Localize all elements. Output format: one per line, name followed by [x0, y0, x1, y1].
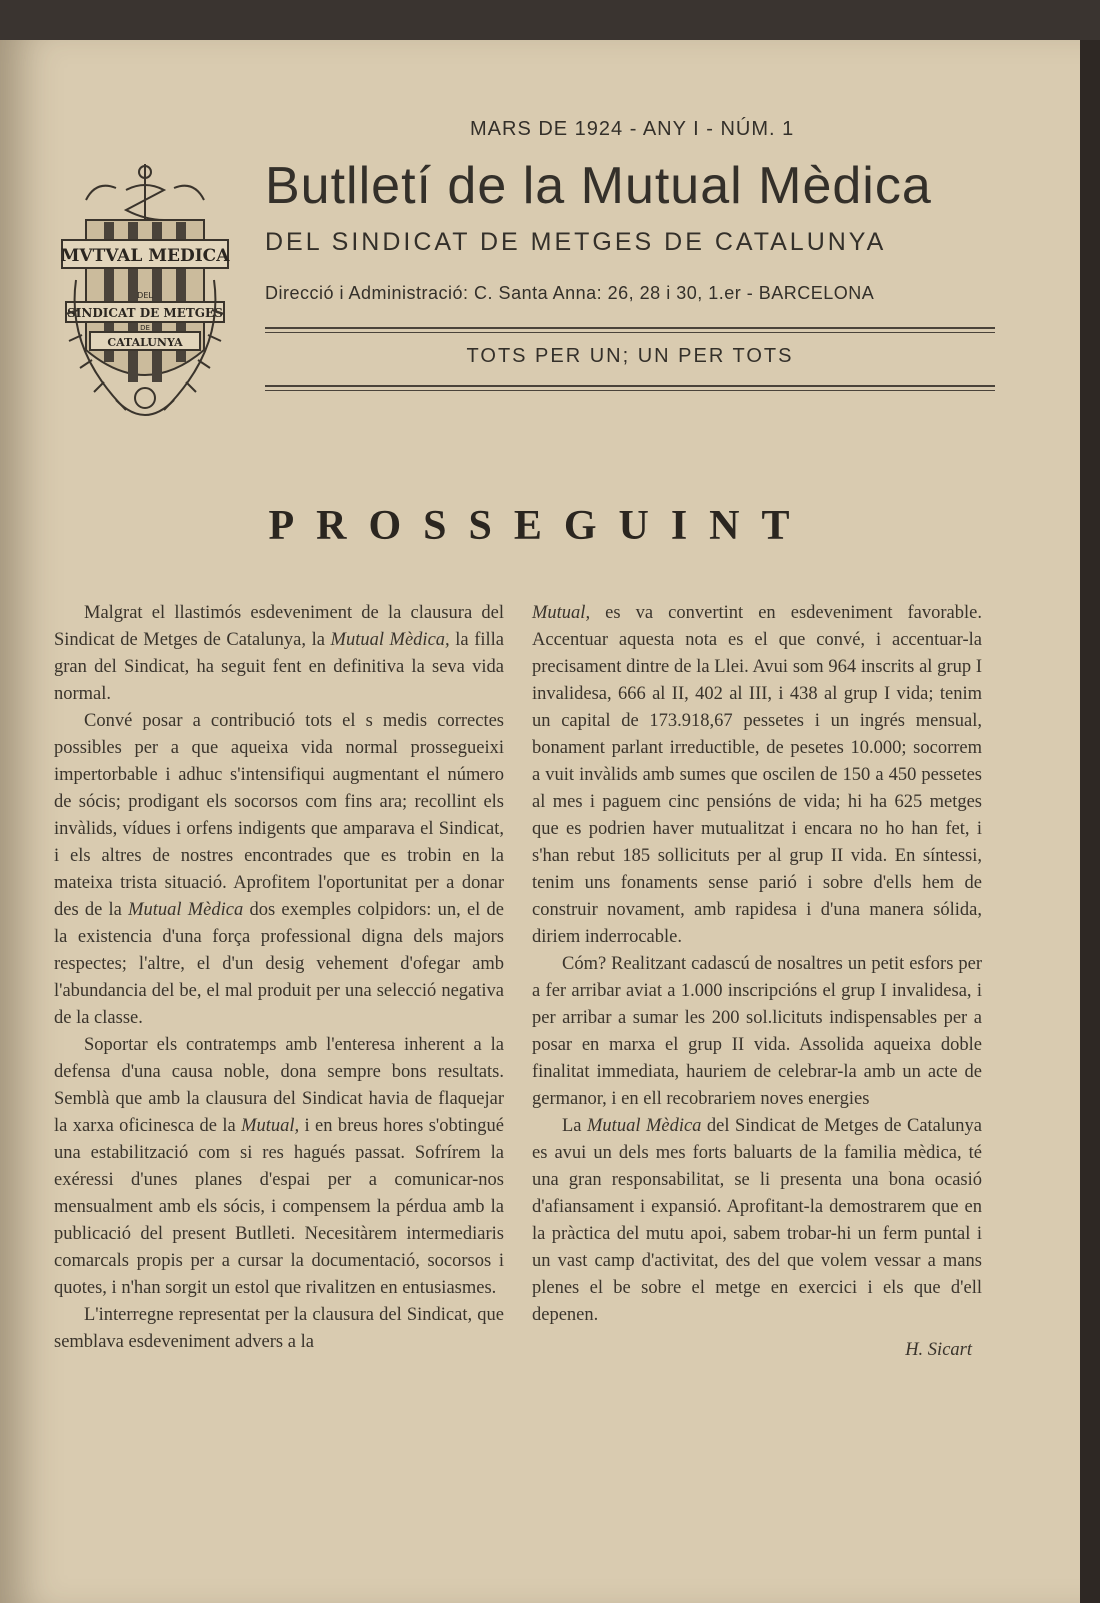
page-right-edge	[1080, 40, 1100, 1603]
emblem-text-bottom: CATALUNYA	[107, 336, 183, 349]
article-title: PROSSEGUINT	[268, 503, 812, 549]
paragraph: La Mutual Mèdica del Sindicat de Metges de Catalunya es avui un dels mes forts baluarts de la familia mèdica, té una gran responsabilitat, se li presenta una bona ocasió d'afiansament i expansió. Aprofitant-la demostrarem que en la pràctica del mutu apoi, sabem trobar-hi un ferm puntal i un vast camp d'activitat, des del que volem vessar a mans plenes el be sobre el metge en exercici i els que d'ell depenen.	[532, 1116, 982, 1325]
article-column-right	[532, 600, 982, 1364]
emblem-text-del: DEL	[137, 291, 153, 300]
paragraph: Cóm? Realitzant cadascú de nosaltres un petit esfors per a fer arribar aviat a 1.000 inscripcións el grup I invalidesa, i per arribar a sumar les 200 sol.licituts indispensables per a posar en marxa el grup II vida. Assolida aqueixa doble finalitat immediata, hauriem de celebrar-la amb un acte de germanor, i en ell recobrariem noves energies	[532, 954, 982, 1109]
mutual-medica-emblem-icon	[56, 160, 234, 435]
emblem-text-de: DE	[140, 324, 150, 332]
paragraph: Soportar els contratemps amb l'enteresa inherent a la defensa d'una causa noble, dona sempre bons resultats. Semblà que amb la clausura del Sindicat havia de flaquejar la xarxa oficinesca de la Mutual, i en breus hores s'obtingué una estabilització com si res hagués passat. Sofrírem la exéressi d'unes planes d'espai per a comunicar-nos mensualment amb els sócis, i compensem la pérdua amb la publicació del present Butlleti. Necesitàrem intermediaris comarcals propis per a cursar la documentació, socorsos i quotes, i n'han sorgit un estol que rivalitzen en entusiasmes.	[54, 1035, 504, 1298]
paragraph: Convé posar a contribució tots el s medis correctes possibles per a que aqueixa vida normal prossegueixi impertorbable i adhuc s'intensifiqui augmentant el número de sócis; prodigant els socorsos com fins ara; recollint els invàlids, vídues i orfens indigents que amparava el Sindicat, i els altres de nostres encontrades que es trobin en la mateixa trista situació. Aprofitem l'oportunitat per a donar des de la Mutual Mèdica dos exemples colpidors: un, el de la existencia d'una força professional digna dels majors respectes; l'altre, el d'un desig vehement d'ofegar amb l'abundancia del be, el mal produit per una selecció negativa de la classe.	[54, 711, 504, 1028]
paragraph: Mutual, es va convertint en esdeveniment favorable. Accentuar aquesta nota es el que convé, i accentuar-la precisament dintre de la Llei. Avui som 964 inscrits al grup I invalidesa, 666 al II, 402 al III, i 438 al grup I vida; tenim un capital de 173.918,67 pessetes i un ingrés mensual, bonament parlant irreductible, de pesetes 10.000; socorrem a vuit invàlids amb sumes que oscilen de 150 a 450 pessetes al mes i paguem cinc pensións de vida; hi ha 625 metges que es podrien haver mutualitzat i encara no ho han fet, i s'han rebut 185 sollicituts per al grup II vida. En síntessi, tenim uns fonaments sense parió i sobre d'ells hem de construir novament, amb rapidesa i d'una manera sólida, diriem inderrocable.	[532, 603, 982, 947]
journal-title: Butlletí de la Mutual Mèdica	[265, 157, 932, 215]
author-signature: H. Sicart	[905, 1340, 972, 1360]
journal-subtitle: DEL SINDICAT DE METGES DE CATALUNYA	[265, 228, 887, 256]
emblem-text-top: MVTVAL MEDICA	[60, 246, 230, 266]
emblem-text-mid: SINDICAT DE METGES	[67, 306, 223, 320]
address-line: Direcció i Administració: C. Santa Anna: 26, 28 i 30, 1.er - BARCELONA	[265, 283, 875, 303]
journal-page	[0, 40, 1080, 1603]
paragraph: Malgrat el llastimós esdeveniment de la clausura del Sindicat de Metges de Catalunya, la Mutual Mèdica, la filla gran del Sindicat, ha seguit fent en definitiva la seva vida normal.	[54, 603, 504, 704]
divider-rule	[265, 385, 995, 391]
article-column-left	[54, 600, 504, 1356]
motto: TOTS PER UN; UN PER TOTS	[466, 345, 794, 367]
issue-line: MARS DE 1924 - ANY I - NÚM. 1	[470, 118, 795, 140]
paragraph: L'interregne representat per la clausura del Sindicat, que semblava esdeveniment advers a la	[54, 1305, 504, 1352]
divider-rule	[265, 327, 995, 333]
